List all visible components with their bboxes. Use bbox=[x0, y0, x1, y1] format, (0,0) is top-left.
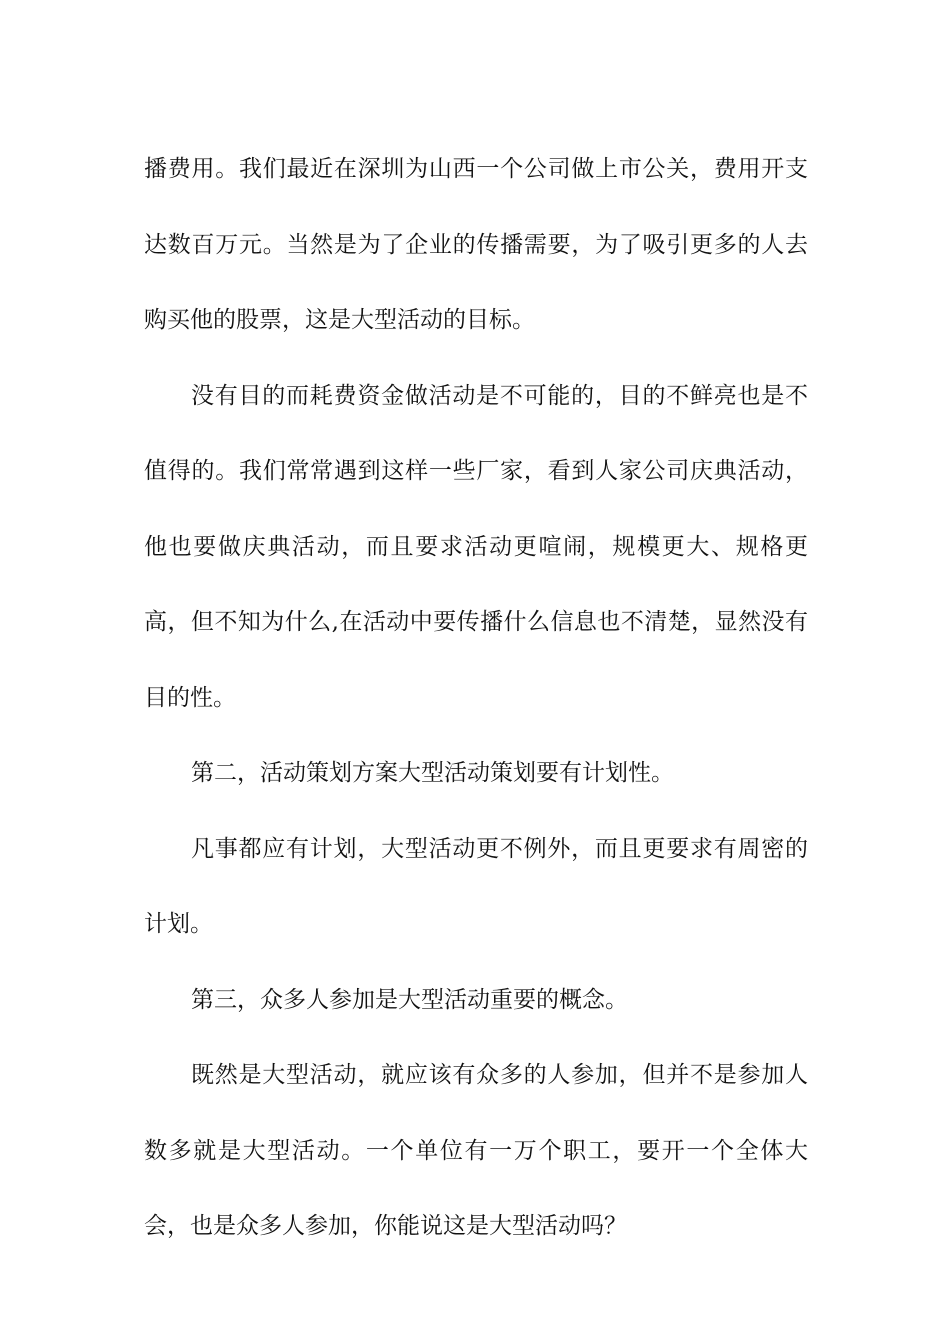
document-body bbox=[144, 132, 808, 1265]
paragraph-6: 既然是大型活动，就应该有众多的人参加，但并不是参加人数多就是大型活动。一个单位有一万个职工，要开一个全体大会，也是众多人参加，你能说这是大型活动吗？ bbox=[144, 1062, 808, 1239]
paragraph-2: 没有目的而耗费资金做活动是不可能的，目的不鲜亮也是不值得的。我们常常遇到这样一些厂家，看到人家公司庆典活动，他也要做庆典活动，而且要求活动更喧闹，规模更大、规格更高，但不知为什么,在活动中要传播什么信息也不清楚，显然没有目的性。 bbox=[144, 382, 808, 711]
paragraph-4: 凡事都应有计划，大型活动更不例外，而且更要求有周密的计划。 bbox=[144, 835, 808, 937]
paragraph-5: 第三，众多人参加是大型活动重要的概念。 bbox=[191, 986, 628, 1013]
paragraph-1: 播费用。我们最近在深圳为山西一个公司做上市公关，费用开支达数百万元。当然是为了企业的传播需要，为了吸引更多的人去购买他的股票，这是大型活动的目标。 bbox=[144, 156, 808, 333]
paragraph-3: 第二，活动策划方案大型活动策划要有计划性。 bbox=[191, 760, 674, 786]
